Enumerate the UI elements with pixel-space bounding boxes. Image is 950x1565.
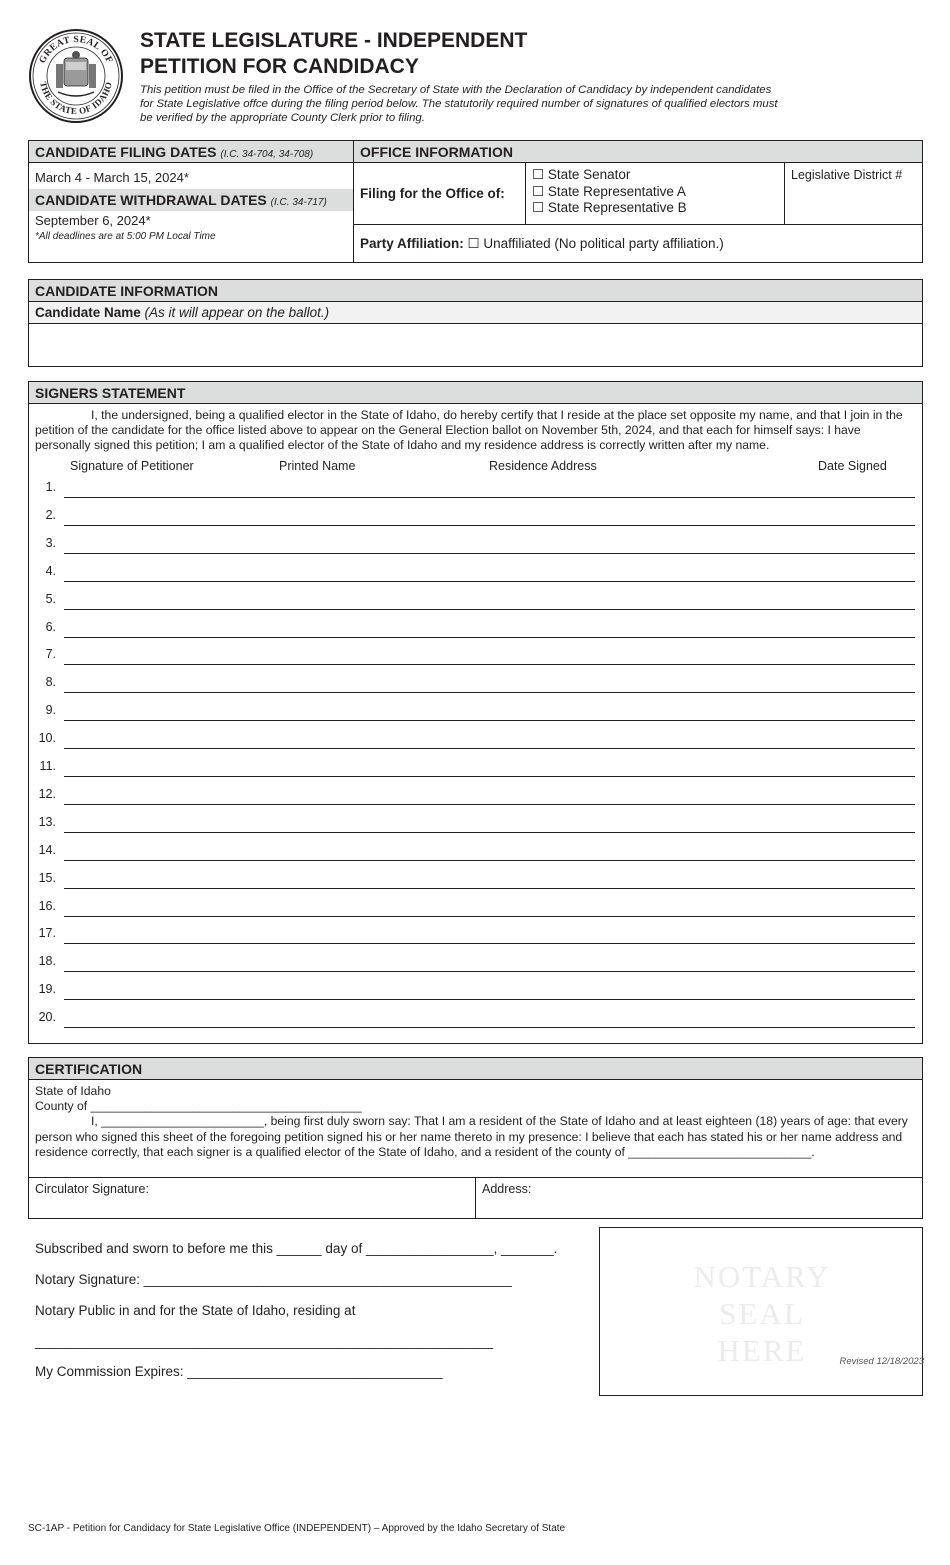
signature-line[interactable] [64, 832, 915, 833]
signature-row[interactable] [29, 1010, 922, 1038]
filing-dates-value: March 4 - March 15, 2024* [35, 170, 189, 185]
row-number: 19. [38, 982, 56, 997]
checkbox-unaffiliated[interactable]: ☐ Unaffiliated (No political party affiliation.) [467, 236, 724, 251]
signature-line[interactable] [64, 804, 915, 805]
signature-row[interactable] [29, 899, 922, 927]
title-line-2: PETITION FOR CANDIDACY [140, 55, 419, 78]
signature-line[interactable] [64, 971, 915, 972]
signature-row[interactable] [29, 871, 922, 899]
row-number: 14. [38, 842, 56, 857]
signature-row[interactable] [29, 926, 922, 954]
cert-state: State of Idaho [35, 1084, 111, 1098]
certification-section [28, 1057, 923, 1219]
signature-row[interactable] [29, 536, 922, 564]
notary-commission-line[interactable]: My Commission Expires: __________________________________ [35, 1364, 443, 1379]
signature-line[interactable] [64, 943, 915, 944]
signature-row[interactable] [29, 703, 922, 731]
candidate-info-header: CANDIDATE INFORMATION [29, 280, 922, 302]
row-number: 20. [38, 1010, 56, 1025]
row-number: 18. [38, 954, 56, 969]
signature-line[interactable] [64, 692, 915, 693]
row-number: 6. [45, 619, 56, 634]
idaho-state-seal [28, 28, 124, 124]
column-signature: Signature of Petitioner [70, 459, 194, 473]
signature-row[interactable] [29, 675, 922, 703]
candidate-info-section [28, 279, 923, 367]
filing-office-section [28, 140, 923, 263]
signers-header: SIGNERS STATEMENT [29, 382, 922, 404]
party-affiliation [354, 225, 922, 262]
column-residence-address: Residence Address [489, 459, 597, 473]
signature-row[interactable] [29, 480, 922, 508]
row-number: 9. [45, 703, 56, 718]
filing-dates-panel [29, 141, 354, 262]
notary-seal-box [599, 1227, 923, 1396]
column-printed-name: Printed Name [279, 459, 356, 473]
signature-row[interactable] [29, 731, 922, 759]
column-date-signed: Date Signed [818, 459, 887, 473]
svg-text:THE STATE OF IDAHO: THE STATE OF IDAHO [38, 80, 114, 117]
certification-body [29, 1080, 922, 1160]
certification-header: CERTIFICATION [29, 1058, 922, 1080]
intro-text: This petition must be filed in the Office of the Secretary of State with the Declaration of Candidacy by independent candidates for State Legislative offce during the filing period below. The statutorily required number of signatures of qualified electors must be verified by the appropriate County Clerk prior to filing. [140, 84, 778, 124]
signature-line[interactable] [64, 581, 915, 582]
row-number: 3. [45, 535, 56, 550]
notary-residing-line[interactable]: _____________________________________________________________ [35, 1334, 493, 1349]
circulator-signature-label: Circulator Signature: [35, 1182, 149, 1196]
row-number: 7. [45, 647, 56, 662]
notary-sworn-line[interactable]: Subscribed and sworn to before me this ______ day of _________________, _______. [35, 1241, 558, 1256]
checkbox-state-senator[interactable]: ☐ State Senator [532, 167, 631, 182]
signature-row[interactable] [29, 592, 922, 620]
signers-statement: I, the undersigned, being a qualified elector in the State of Idaho, do hereby certify that I reside at the place set opposite my name, and that I join in the petition of the candidate for the office listed above to appear on the General Election ballot on November 5th, 2024, and that each for himself says: I have personally signed this petition; I am a qualified elector of the State of Idaho and my residence address is correctly written after my name. [35, 408, 903, 453]
withdrawal-date-value: September 6, 2024* [35, 213, 151, 228]
row-number: 16. [38, 898, 56, 913]
signature-line[interactable] [64, 720, 915, 721]
circulator-address-label: Address: [482, 1182, 532, 1196]
signature-line[interactable] [64, 860, 915, 861]
row-number: 10. [38, 731, 56, 746]
signature-line[interactable] [64, 553, 915, 554]
signature-row[interactable] [29, 954, 922, 982]
row-number: 11. [39, 759, 56, 773]
signature-row[interactable] [29, 815, 922, 843]
office-row [354, 163, 922, 225]
checkbox-state-rep-a[interactable]: ☐ State Representative A [532, 183, 686, 199]
signature-row[interactable] [29, 759, 922, 787]
notary-signature-line[interactable]: Notary Signature: _________________________________________________ [35, 1272, 512, 1287]
row-number: 1. [45, 480, 56, 494]
row-number: 8. [45, 675, 56, 690]
candidate-name-label: Candidate Name (As it will appear on the ballot.) [29, 302, 922, 324]
revision-date: Revised 12/18/2023 [839, 1356, 924, 1367]
row-number: 4. [45, 563, 56, 578]
svg-text:GREAT SEAL OF: GREAT SEAL OF [37, 34, 115, 66]
signature-row[interactable] [29, 620, 922, 648]
notary-residing-label: Notary Public in and for the State of Idaho, residing at [35, 1303, 356, 1318]
withdrawal-dates-header: CANDIDATE WITHDRAWAL DATES (I.C. 34-717) [29, 189, 353, 211]
legislative-district-label: Legislative District # [791, 168, 903, 182]
signature-line[interactable] [64, 637, 915, 638]
legislative-district-field[interactable] [784, 163, 922, 224]
cert-county[interactable]: County of ________________________________________ [35, 1099, 362, 1114]
notary-seal-placeholder: NOTARY SEAL HERE [693, 1259, 831, 1368]
signature-row[interactable] [29, 787, 922, 815]
row-number: 13. [38, 814, 56, 829]
signers-section [28, 381, 923, 1044]
circulator-signature-field[interactable] [29, 1178, 476, 1219]
signature-line[interactable] [64, 1027, 915, 1028]
checkbox-state-rep-b[interactable]: ☐ State Representative B [532, 200, 687, 215]
title-line-1: STATE LEGISLATURE - INDEPENDENT [140, 29, 528, 52]
signature-row[interactable] [29, 843, 922, 871]
form-footer: SC-1AP - Petition for Candidacy for State Legislative Office (INDEPENDENT) – Approved by the Idaho Secretary of State [28, 1523, 566, 1534]
row-number: 15. [38, 870, 56, 885]
signature-line[interactable] [64, 664, 915, 665]
signature-line[interactable] [64, 497, 915, 498]
signature-line[interactable] [64, 888, 915, 889]
signature-line[interactable] [64, 916, 915, 917]
row-number: 2. [45, 507, 56, 522]
row-number: 5. [45, 591, 56, 606]
cert-oath: I, ________________________, being first duly sworn say: That I am a resident of the State of Idaho and at least eighteen (18) years of age: that every person who signed this sheet of the foregoing petition signed his or her name thereto in my presence: I believe that each has stated his or her name address and residence correctly, that each signer is a qualified elector of the State of Idaho, and a resident of the county of ___________________________. [35, 1114, 908, 1159]
signature-line[interactable] [64, 776, 915, 777]
office-options [526, 167, 784, 217]
circulator-address-field[interactable] [476, 1178, 922, 1219]
row-number: 12. [38, 786, 56, 801]
filing-office-label: Filing for the Office of: [354, 163, 526, 224]
signature-row[interactable] [29, 564, 922, 592]
row-number: 17. [38, 926, 56, 941]
signature-row[interactable] [29, 982, 922, 1010]
signature-line[interactable] [64, 609, 915, 610]
circulator-row [29, 1177, 922, 1219]
filing-dates-header: CANDIDATE FILING DATES (I.C. 34-704, 34-708) [29, 141, 353, 163]
deadline-note: *All deadlines are at 5:00 PM Local Time [35, 231, 216, 242]
page-title [140, 28, 527, 80]
signature-line[interactable] [64, 525, 915, 526]
signature-row[interactable] [29, 647, 922, 675]
signature-row[interactable] [29, 508, 922, 536]
signature-line[interactable] [64, 748, 915, 749]
office-info-panel [354, 141, 922, 262]
party-affiliation-label: Party Affiliation: [360, 236, 464, 251]
signature-line[interactable] [64, 999, 915, 1000]
office-info-header: OFFICE INFORMATION [354, 141, 922, 163]
candidate-name-field[interactable] [29, 324, 922, 365]
